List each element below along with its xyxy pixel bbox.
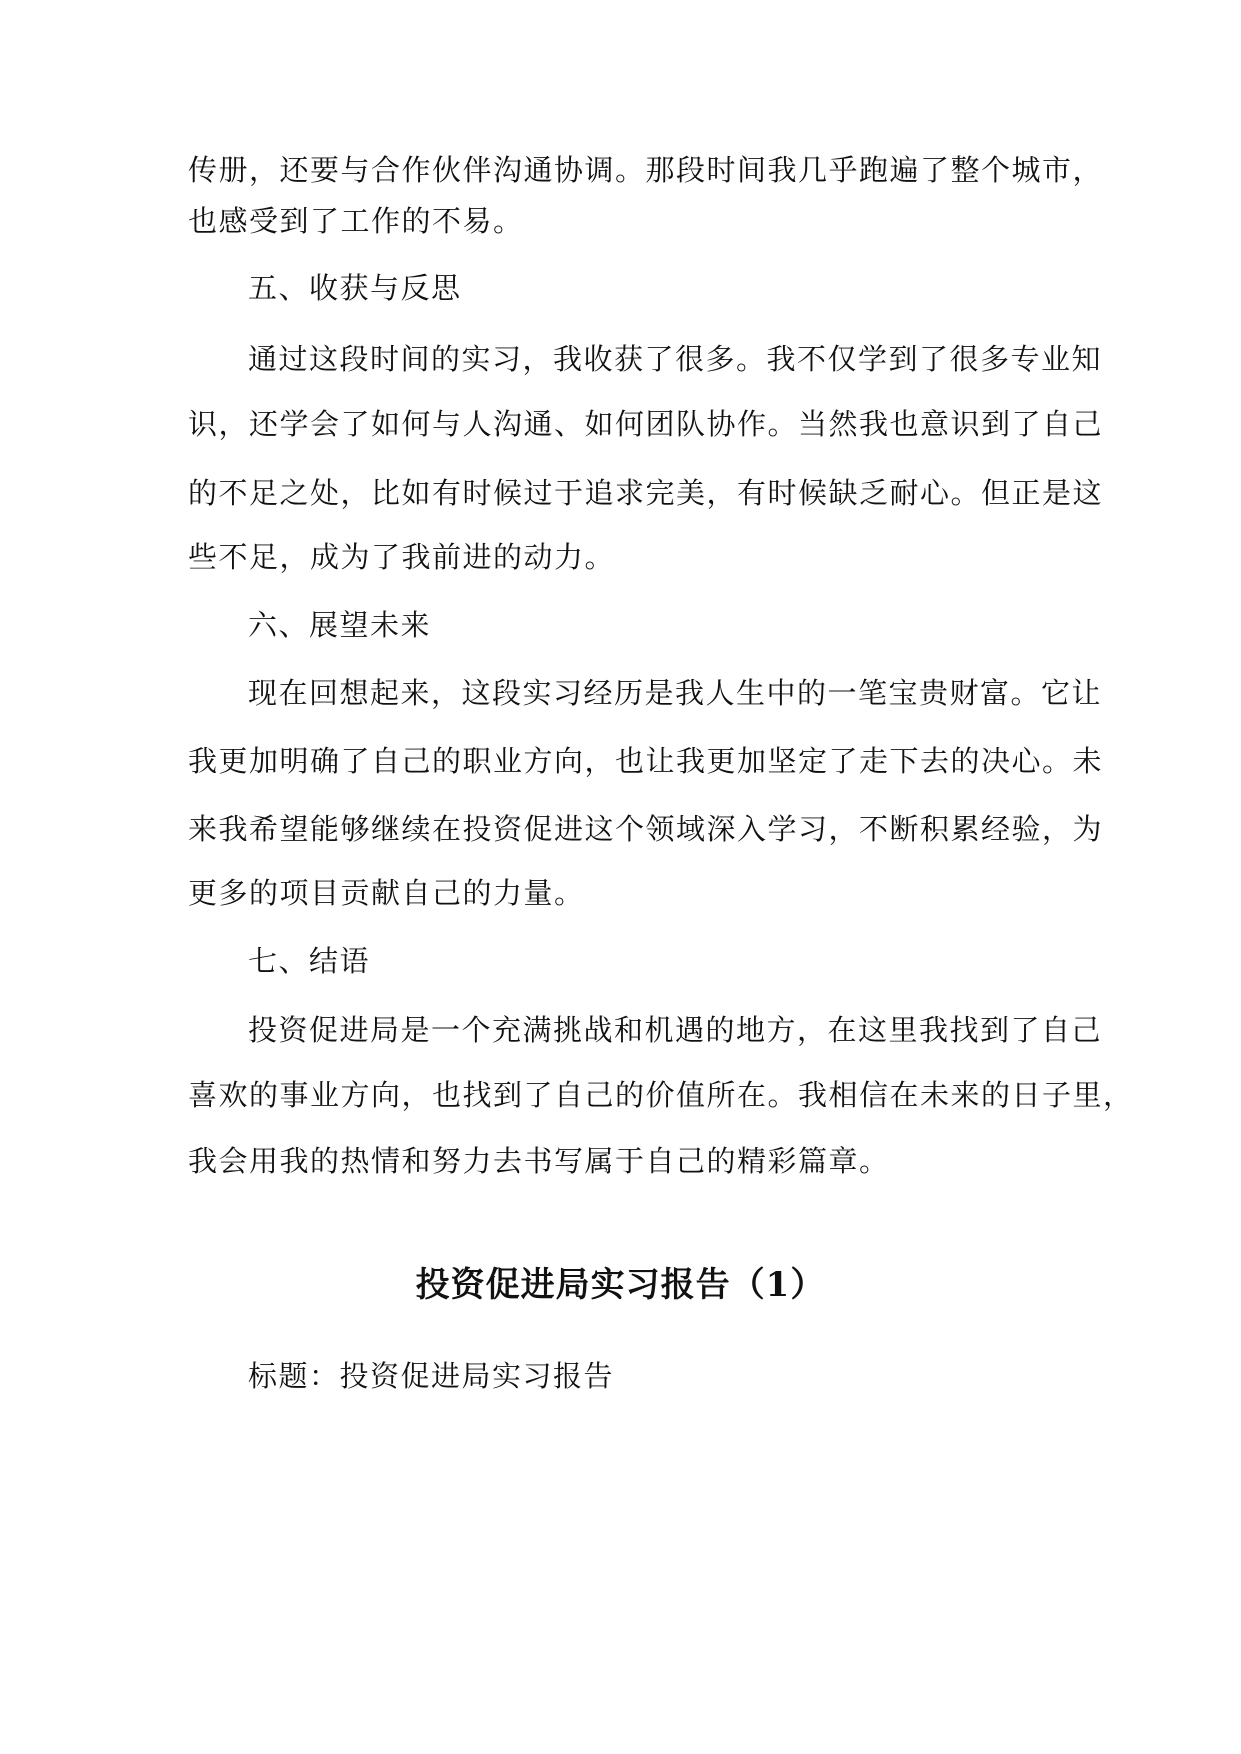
paragraph-line: 也感受到了工作的不易。 (188, 204, 524, 238)
paragraph-line: 我更加明确了自己的职业方向，也让我更加坚定了走下去的决心。未 (188, 744, 1104, 778)
paragraph-line: 来我希望能够继续在投资促进这个领域深入学习，不断积累经验，为 (188, 812, 1104, 846)
paragraph-line: 现在回想起来，这段实习经历是我人生中的一笔宝贵财富。它让 (248, 676, 1103, 710)
paragraph-line: 些不足，成为了我前进的动力。 (188, 540, 616, 574)
paragraph-line: 的不足之处，比如有时候过于追求完美，有时候缺乏耐心。但正是这 (188, 476, 1104, 510)
paragraph-line: 识，还学会了如何与人沟通、如何团队协作。当然我也意识到了自己 (188, 407, 1104, 441)
section-heading: 五、收获与反思 (248, 271, 462, 305)
paragraph-line: 更多的项目贡献自己的力量。 (188, 876, 585, 910)
section-heading: 七、结语 (248, 944, 371, 978)
paragraph-line: 投资促进局是一个充满挑战和机遇的地方，在这里我找到了自己 (248, 1013, 1103, 1047)
paragraph-line: 传册，还要与合作伙伴沟通协调。那段时间我几乎跑遍了整个城市， (188, 153, 1104, 187)
paragraph-line: 我会用我的热情和努力去书写属于自己的精彩篇章。 (188, 1144, 890, 1178)
section-heading: 六、展望未来 (248, 608, 432, 642)
report-title: 投资促进局实习报告（1） (415, 1265, 826, 1305)
paragraph-line: 通过这段时间的实习，我收获了很多。我不仅学到了很多专业知 (248, 342, 1103, 376)
subtitle-line: 标题：投资促进局实习报告 (248, 1359, 615, 1393)
paragraph-line: 喜欢的事业方向，也找到了自己的价值所在。我相信在未来的日子里， (188, 1078, 1134, 1112)
